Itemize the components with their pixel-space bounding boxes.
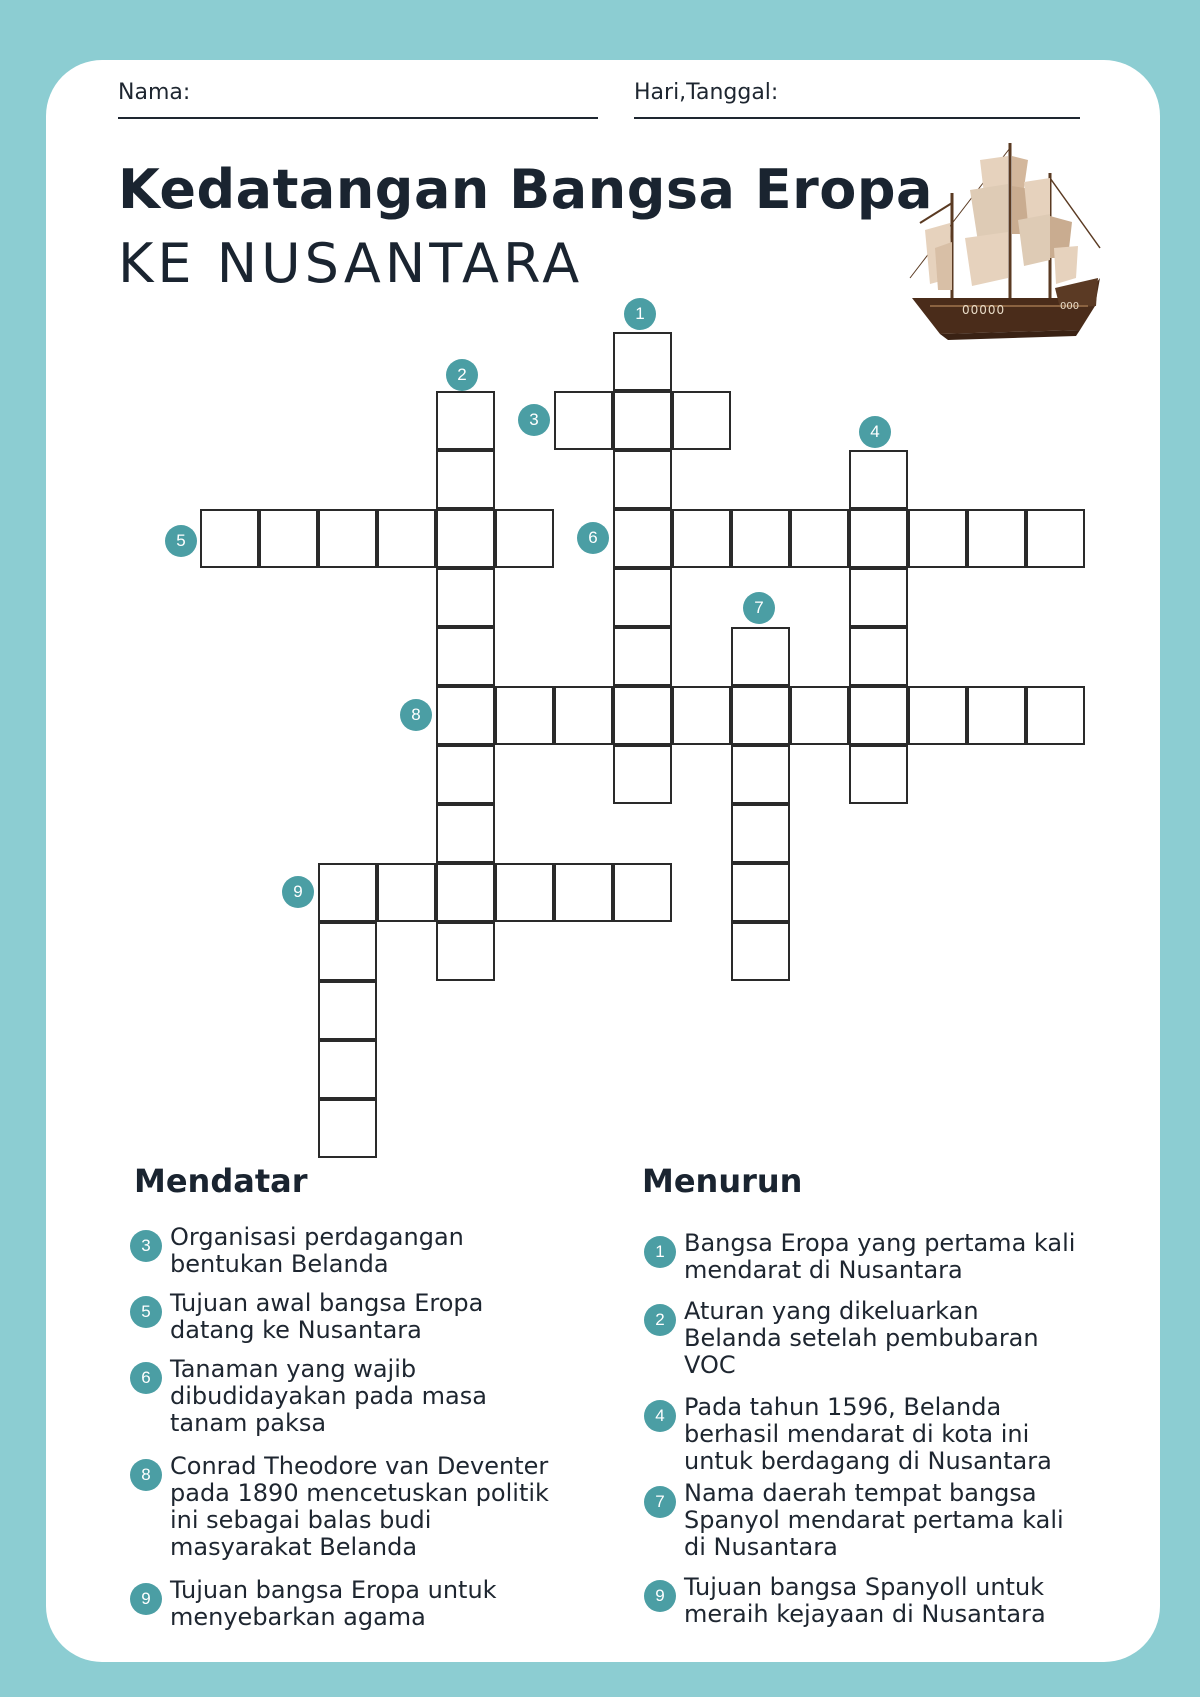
- crossword-cell[interactable]: [790, 509, 849, 568]
- crossword-cell[interactable]: [849, 509, 908, 568]
- crossword-cell[interactable]: [790, 686, 849, 745]
- crossword-cell[interactable]: [436, 391, 495, 450]
- grid-number-9: 9: [282, 876, 314, 908]
- menurun-heading: Menurun: [642, 1162, 803, 1200]
- clue-number: 7: [644, 1486, 676, 1518]
- crossword-cell[interactable]: [613, 509, 672, 568]
- crossword-cell[interactable]: [849, 450, 908, 509]
- crossword-cell[interactable]: [672, 686, 731, 745]
- crossword-cell[interactable]: [1026, 509, 1085, 568]
- ship-icon: [900, 138, 1110, 353]
- ship-stern-portholes: 000: [1060, 301, 1080, 312]
- clue-number: 5: [130, 1296, 162, 1328]
- crossword-cell[interactable]: [1026, 686, 1085, 745]
- clue-number: 6: [130, 1362, 162, 1394]
- crossword-cell[interactable]: [613, 863, 672, 922]
- date-line[interactable]: [634, 117, 1080, 119]
- clue-text: Conrad Theodore van Deventer pada 1890 mencetuskan politik ini sebagai balas budi masyarakat Belanda: [170, 1452, 549, 1561]
- crossword-cell[interactable]: [849, 745, 908, 804]
- page-subtitle: KE NUSANTARA: [118, 232, 584, 295]
- clue-number: 9: [644, 1580, 676, 1612]
- crossword-cell[interactable]: [731, 627, 790, 686]
- clue-number: 8: [130, 1459, 162, 1491]
- crossword-cell[interactable]: [908, 509, 967, 568]
- clue-down-2: [644, 1298, 1104, 1379]
- crossword-cell[interactable]: [318, 922, 377, 981]
- crossword-cell[interactable]: [613, 627, 672, 686]
- crossword-cell[interactable]: [613, 745, 672, 804]
- name-line[interactable]: [118, 117, 598, 119]
- clue-text: Tujuan bangsa Eropa untuk menyebarkan agama: [170, 1576, 497, 1631]
- crossword-cell[interactable]: [318, 863, 377, 922]
- clue-number: 2: [644, 1304, 676, 1336]
- clue-down-1: [644, 1230, 1104, 1284]
- crossword-cell[interactable]: [613, 568, 672, 627]
- clue-across-9: [130, 1577, 570, 1631]
- crossword-cell[interactable]: [318, 1099, 377, 1158]
- crossword-cell[interactable]: [967, 686, 1026, 745]
- crossword-cell[interactable]: [613, 686, 672, 745]
- crossword-cell[interactable]: [849, 686, 908, 745]
- crossword-cell[interactable]: [495, 863, 554, 922]
- clue-text: Nama daerah tempat bangsa Spanyol mendarat pertama kali di Nusantara: [684, 1479, 1064, 1561]
- crossword-cell[interactable]: [318, 1040, 377, 1099]
- grid-number-3: 3: [518, 404, 550, 436]
- clue-text: Bangsa Eropa yang pertama kali mendarat di Nusantara: [684, 1229, 1076, 1284]
- crossword-cell[interactable]: [436, 863, 495, 922]
- crossword-cell[interactable]: [495, 509, 554, 568]
- crossword-cell[interactable]: [377, 863, 436, 922]
- crossword-cell[interactable]: [849, 627, 908, 686]
- date-label: Hari,Tanggal:: [634, 80, 779, 105]
- crossword-cell[interactable]: [436, 627, 495, 686]
- clue-number: 1: [644, 1236, 676, 1268]
- clue-text: Tujuan bangsa Spanyoll untuk meraih kejayaan di Nusantara: [684, 1573, 1046, 1628]
- crossword-cell[interactable]: [731, 804, 790, 863]
- crossword-cell[interactable]: [436, 745, 495, 804]
- crossword-cell[interactable]: [731, 922, 790, 981]
- crossword-cell[interactable]: [436, 450, 495, 509]
- grid-number-6: 6: [577, 522, 609, 554]
- clue-number: 9: [130, 1583, 162, 1615]
- grid-number-8: 8: [400, 699, 432, 731]
- clue-text: Organisasi perdagangan bentukan Belanda: [170, 1223, 464, 1278]
- clue-text: Tanaman yang wajib dibudidayakan pada masa tanam paksa: [170, 1355, 487, 1437]
- mendatar-heading: Mendatar: [134, 1162, 308, 1200]
- grid-number-7: 7: [743, 592, 775, 624]
- crossword-cell[interactable]: [967, 509, 1026, 568]
- crossword-cell[interactable]: [318, 981, 377, 1040]
- crossword-cell[interactable]: [849, 568, 908, 627]
- clue-across-5: [130, 1290, 570, 1344]
- crossword-cell[interactable]: [436, 804, 495, 863]
- clue-across-6: [130, 1356, 570, 1437]
- crossword-cell[interactable]: [613, 332, 672, 391]
- crossword-cell[interactable]: [436, 509, 495, 568]
- name-label: Nama:: [118, 80, 191, 105]
- crossword-cell[interactable]: [731, 745, 790, 804]
- crossword-cell[interactable]: [554, 686, 613, 745]
- crossword-cell[interactable]: [495, 686, 554, 745]
- crossword-cell[interactable]: [672, 391, 731, 450]
- clue-number: 3: [130, 1230, 162, 1262]
- grid-number-1: 1: [624, 298, 656, 330]
- crossword-cell[interactable]: [613, 450, 672, 509]
- crossword-cell[interactable]: [259, 509, 318, 568]
- grid-number-2: 2: [446, 359, 478, 391]
- crossword-cell[interactable]: [436, 686, 495, 745]
- grid-number-5: 5: [165, 525, 197, 557]
- crossword-cell[interactable]: [908, 686, 967, 745]
- clue-across-8: [130, 1453, 580, 1561]
- crossword-cell[interactable]: [318, 509, 377, 568]
- clue-across-3: [130, 1224, 570, 1278]
- page-title: Kedatangan Bangsa Eropa: [118, 158, 933, 221]
- crossword-cell[interactable]: [436, 922, 495, 981]
- crossword-cell[interactable]: [613, 391, 672, 450]
- crossword-cell[interactable]: [554, 863, 613, 922]
- ship-portholes: 00000: [962, 303, 1006, 317]
- clue-number: 4: [644, 1400, 676, 1432]
- grid-number-4: 4: [859, 416, 891, 448]
- crossword-cell[interactable]: [554, 391, 613, 450]
- crossword-cell[interactable]: [731, 686, 790, 745]
- crossword-cell[interactable]: [731, 509, 790, 568]
- clue-down-4: [644, 1394, 1104, 1475]
- clue-text: Aturan yang dikeluarkan Belanda setelah pembubaran VOC: [684, 1297, 1039, 1379]
- crossword-cell[interactable]: [377, 509, 436, 568]
- clue-down-7: [644, 1480, 1104, 1561]
- clue-text: Tujuan awal bangsa Eropa datang ke Nusantara: [170, 1289, 484, 1344]
- crossword-cell[interactable]: [200, 509, 259, 568]
- crossword-cell[interactable]: [731, 863, 790, 922]
- clue-text: Pada tahun 1596, Belanda berhasil mendarat di kota ini untuk berdagang di Nusantara: [684, 1393, 1052, 1475]
- clue-down-9: [644, 1574, 1104, 1628]
- crossword-cell[interactable]: [672, 509, 731, 568]
- crossword-cell[interactable]: [436, 568, 495, 627]
